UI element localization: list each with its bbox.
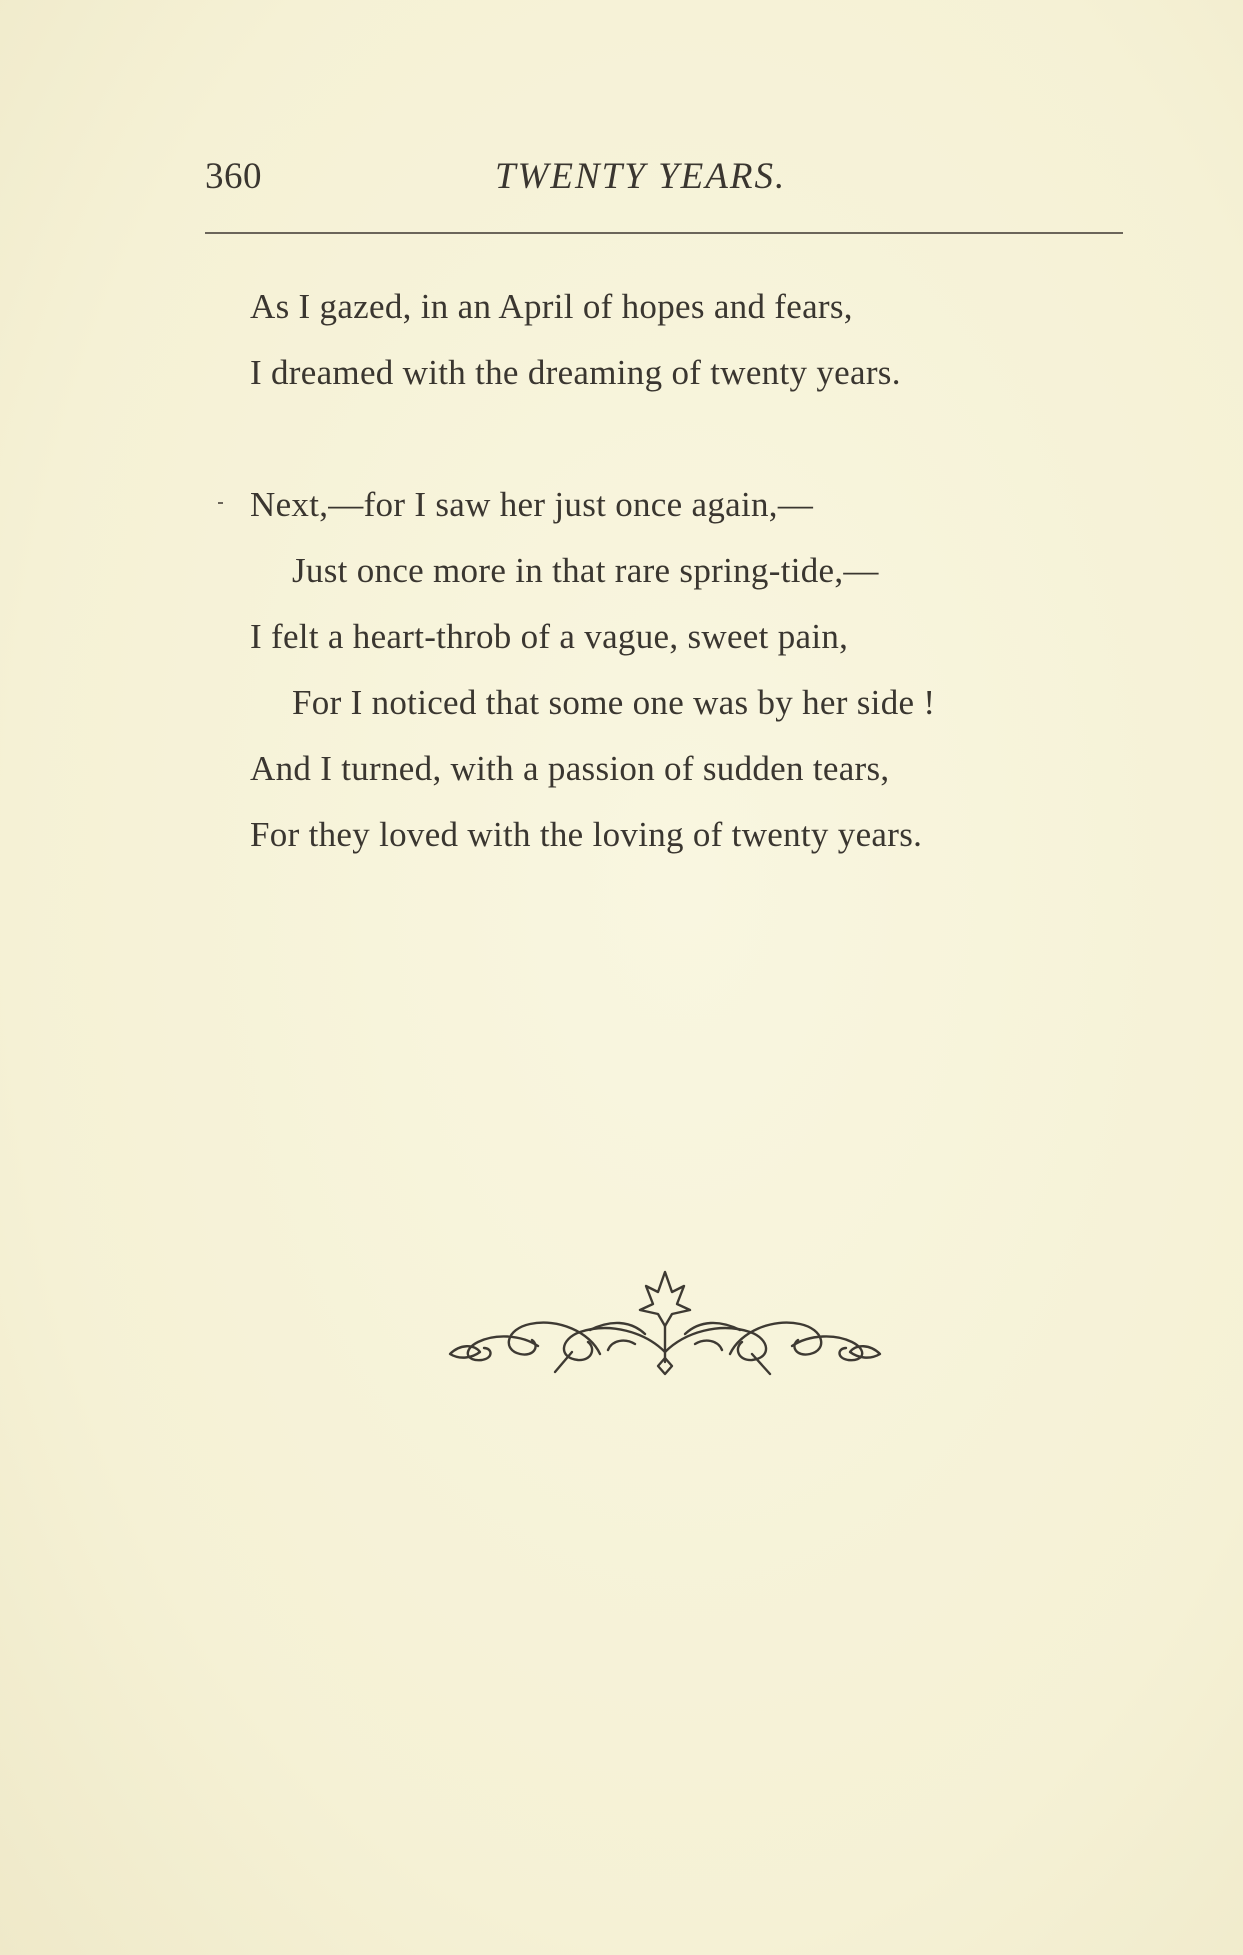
poem-line: I dreamed with the dreaming of twenty years.: [250, 353, 901, 392]
header-rule: [205, 232, 1123, 234]
poem-line: For they loved with the loving of twenty years.: [250, 815, 923, 854]
poem-line: I felt a heart-throb of a vague, sweet pain,: [250, 617, 849, 656]
poem-line: And I turned, with a passion of sudden tears,: [250, 749, 890, 788]
margin-mark: [218, 502, 223, 504]
page-number: 360: [205, 156, 262, 197]
stanza-2: [250, 472, 935, 868]
poem-line: As I gazed, in an April of hopes and fears,: [250, 287, 853, 326]
running-title: TWENTY YEARS.: [495, 156, 787, 197]
page-header: [205, 155, 1123, 205]
floral-tailpiece-icon: [440, 1262, 890, 1382]
stanza-1: [250, 274, 901, 406]
poem-line: Just once more in that rare spring-tide,—: [292, 551, 879, 590]
poem-line: Next,—for I saw her just once again,—: [250, 485, 814, 524]
poem-line: For I noticed that some one was by her side !: [292, 683, 936, 722]
